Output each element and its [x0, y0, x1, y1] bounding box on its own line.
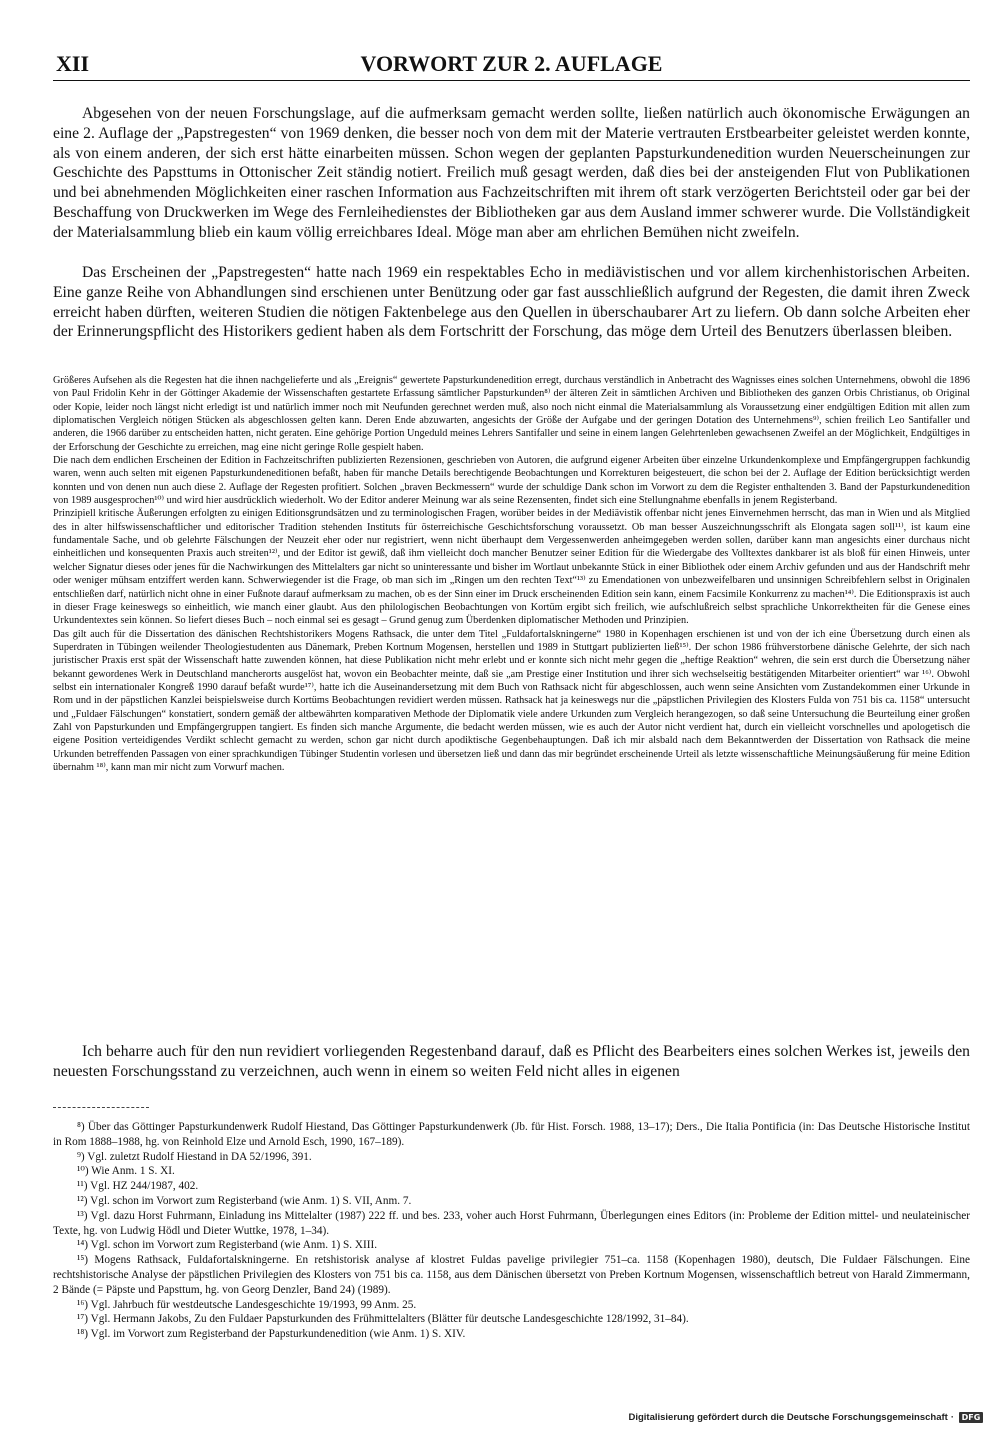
footnote: ¹²) Vgl. schon im Vorwort zum Registerband (wie Anm. 1) S. VII, Anm. 7.	[77, 1194, 412, 1207]
dfg-logo-icon: DFG	[959, 1412, 983, 1423]
page-number: XII	[56, 51, 90, 76]
footnote: ⁸) Über das Göttinger Papsturkundenwerk Rudolf Hiestand, Das Göttinger Papsturkundenwerk (Jb. für Hist. Forsch. 1988, 13–17); Ders., Die Italia Pontificia (in: Das Deutsche Historische Institut in Rom 1888–1988, hg. von Reinhold Elze und Arnold Esch, 1990, 167–189).	[53, 1121, 970, 1148]
footnote: ¹⁵) Mogens Rathsack, Fuldafortalskningerne. En retshistorisk analyse af klostret Fuldas pavelige privilegier 751–ca. 1158 (Kopenhagen 1980), deutsch, Die Fuldaer Fälschungen. Eine rechtshistorische Analyse der päpstlichen Privilegien des Klosters von 751 bis ca. 1158, aus dem Dänischen übersetzt von Preben Kortnum Mogensen, wissenschaftlich betreut von Harald Zimmermann, 2 Bände (= Päpste und Papsttum, hg. von Georg Denzler, Band 24) (1989).	[53, 1254, 970, 1296]
digitization-credit: Digitalisierung gefördert durch die Deutsche Forschungsgemeinschaft · DFG	[628, 1410, 983, 1426]
running-head	[53, 50, 970, 81]
body-paragraph: Abgesehen von der neuen Forschungslage, auf die aufmerksam gemacht werden sollte, ließen natürlich auch ökonomische Erwägungen an eine 2. Auflage der „Papstregesten“ von 1969 denken, die besser noch von dem mit der Materie vertrauten Erstbearbeiter geleistet werden konnte, als von einem anderen, der sich erst hätte einarbeiten müssen. Schon wegen der geplanten Papsturkundenedition wurden Neuerscheinungen zur Geschichte des Papsttums in Ottonischer Zeit ständig notiert. Freilich muß gesagt werden, daß dies bei der ansteigenden Flut von Publikationen und bei abnehmenden Möglichkeiten einer raschen Information aus Fachzeitschriften mit ihrem oft stark verzögerten Berichtsteil oder gar bei der Beschaffung von Druckwerken im Wege des Fernleihedienstes der Bibliotheken gar aus dem Ausland immer schwerer wurde. Die Vollständigkeit der Materialsammlung blieb ein kaum völlig erreichbares Ideal. Möge man aber am ehrlichen Bemühen nicht zweifeln.	[53, 105, 970, 241]
footnote: ¹⁴) Vgl. schon im Vorwort zum Registerband (wie Anm. 1) S. XIII.	[77, 1239, 378, 1252]
footnotes	[53, 1120, 970, 1342]
footnote-separator	[53, 1107, 149, 1108]
small-print-paragraph: Die nach dem endlichen Erscheinen der Edition in Fachzeitschriften publizierten Rezensionen, geschrieben von Autoren, die aufgrund eigener Arbeiten über einzelne Urkundenkomplexe und Empfängergruppen fachkundig waren, wenn auch selten mit eigenen Papsturkundeneditionen befaßt, haben für manche Details berechtigende Beobachtungen und Korrekturen beigesteuert, die schon bei der 2. Auflage der Edition berücksichtigt werden konnten und von denen nun auch diese 2. Auflage der Regesten profitiert. Solchen „braven Beckmessern“ wurde der schuldige Dank schon im Vorwort zu dem die Register enthaltenden 3. Band der Papsturkundenedition von 1989 ausgesprochen¹⁰⁾ und wird hier ausdrücklich wiederholt. Wo der Editor anderer Meinung war als seine Rezensenten, findet sich eine Stellungnahme ebenfalls in jenem Registerband.	[53, 455, 970, 507]
body-paragraph: Das Erscheinen der „Papstregesten“ hatte nach 1969 ein respektables Echo in mediävistischen und vor allem kirchenhistorischen Arbeiten. Eine ganze Reihe von Abhandlungen sind erschienen unter Benützung oder gar fast ausschließlich aufgrund der Regesten, die damit ihren Zweck erreicht haben dürften, weiteren Studien die nötigen Faktenbelege aus den Quellen in überschaubarer Art zu liefern. Ob dann solche Arbeiten eher der Erinnerungspflicht des Historikers gedient haben als dem Fortschritt der Forschung, das möge dem Urteil des Benutzers überlassen bleiben.	[53, 264, 970, 341]
small-print-block	[53, 374, 970, 774]
body-paragraph: Ich beharre auch für den nun revidiert vorliegenden Regestenband darauf, daß es Pflicht des Bearbeiters eines solchen Werkes ist, jeweils den neuesten Forschungsstand zu verzeichnen, auch wenn in einem so weiten Feld nicht alles in eigenen	[53, 1043, 970, 1080]
footnote: ¹⁶) Vgl. Jahrbuch für westdeutsche Landesgeschichte 19/1993, 99 Anm. 25.	[77, 1298, 417, 1311]
digitization-text: Digitalisierung gefördert durch die Deutsche Forschungsgemeinschaft	[628, 1412, 948, 1423]
footnote: ¹⁸) Vgl. im Vorwort zum Registerband der Papsturkundenedition (wie Anm. 1) S. XIV.	[77, 1328, 466, 1341]
footnote: ¹⁰) Wie Anm. 1 S. XI.	[77, 1165, 175, 1178]
chapter-title: VORWORT ZUR 2. AUFLAGE	[360, 51, 663, 76]
footnote: ¹³) Vgl. dazu Horst Fuhrmann, Einladung ins Mittelalter (1987) 222 ff. und bes. 233, voher auch Horst Fuhrmann, Überlegungen eines Editors (in: Probleme der Edition mittel- und neulateinischer Texte, hg. von Ludwig Hödl und Dieter Wuttke, 1978, 1–34).	[53, 1209, 970, 1237]
small-print-paragraph: Prinzipiell kritische Äußerungen erfolgten zu einigen Editionsgrundsätzen und zu terminologischen Fragen, worüber beides in der Mediävistik offenbar nicht jenes Einvernehmen herrscht, das man in Wien und als Mitglied des in alter hilfswissenschaftlicher und editorischer Tradition stehenden Instituts für österreichische Geschichtsforschung voraussetzt. Ob man besser Auszeichnungsschrift als Elongata sagen soll¹¹⁾, ist kaum eine fundamentale Sache, und ob gelehrte Fälschungen der Neuzeit eher oder nur registriert, wenn nicht überhaupt dem Vergessenwerden anheimgegeben werden sollen, darüber kann man angesichts einer durchaus nicht einheitlichen und konsequenten Praxis auch streiten¹²⁾, und der Editor ist gewiß, daß ihm vielleicht doch mancher Benutzer seiner Edition für die Wiedergabe des Volltextes dankbarer ist als bloß für einen Hinweis, unter welcher Signatur dieses oder jenes für die Nachwirkungen des Mittelalters gar nicht so uninteressante und bisher im Wortlaut unbekannte Stück in einer Bibliothek oder einem Archiv gefunden und aus der Handschrift mehr oder weniger mühsam entziffert werden kann. Schwerwiegender ist die Frage, ob man sich im „Ringen um den rechten Text“¹³⁾ zu Emendationen von unbezweifelbaren und unsinnigen Schreibfehlern selbst in Originalen entschließen darf, natürlich nicht ohne in einer Fußnote darauf aufmerksam zu machen, ob es der Sinn einer im Druck erscheinenden Edition sein kann, einem Facsimile Konkurrenz zu machen¹⁴⁾. Die Editionspraxis ist auch in dieser Frage keineswegs so einheitlich, wie manch einer glaubt. Aus den philologischen Beobachtungen von Kortüm ergibt sich freilich, wie aufschlußreich selbst sprachliche Unkorrektheiten für die Genese eines Urkundentextes sein können. So liefert dieses Buch – noch einmal sei es gesagt – Grund genug zum Überdenken diplomatischer Methoden und Prinzipien.	[53, 508, 970, 627]
small-print-paragraph: Größeres Aufsehen als die Regesten hat die ihnen nachgelieferte und als „Ereignis“ gewertete Papsturkundenedition erregt, durchaus verständlich in Anbetracht des Wagnisses eines solchen Unternehmens, obwohl die 1896 von Paul Fridolin Kehr in der Göttinger Akademie der Wissenschaften gestartete Erfassung sämtlicher Papsturkunden⁸⁾ der älteren Zeit in sämtlichen Archiven und Bibliotheken des ganzen Orbis Christianus, ob Original oder Kopie, leider noch längst nicht erledigt ist und natürlich immer noch mit Neufunden gerechnet werden muß, also noch nicht einmal die Materialsammlung als Voraussetzung einer endgültigen Edition mit allen zum diplomatischen Vergleich nötigen Stücken als abgeschlossen gelten kann. Deren Ende abzuwarten, angesichts der Größe der Aufgabe und der geringen Dotation des Unternehmens⁹⁾, schien freilich Leo Santifaller und anderen, die 1966 darüber zu entscheiden hatten, nicht geraten. Eine gehörige Portion Ungeduld meines Lehrers Santifaller und seine in einem langen Gelehrtenleben gewachsenen Zweifel an der Möglichkeit, Endgültiges in der Erforschung der Geschichte zu erreichen, mag eine nicht geringe Rolle gespielt haben.	[53, 375, 970, 453]
small-print-paragraph: Das gilt auch für die Dissertation des dänischen Rechtshistorikers Mogens Rathsack, die unter dem Titel „Fuldafortalskningerne“ 1980 in Kopenhagen erschienen ist und von der ich eine Übersetzung durch einen als Superdraten in Tübingen weilender Theologiestudenten aus Dänemark, Preben Kortnum Mogensen, herstellen und 1989 in Stuttgart publizierten ließ¹⁵⁾. Der schon 1986 frühverstorbene dänische Gelehrte, der sich nach juristischer Praxis erst spät der Wissenschaft hatte zuwenden können, hat diese Publikation nicht mehr erlebt und er konnte sich nicht mehr gegen die „heftige Reaktion“ wehren, die sein erst durch die Übersetzung näher bekannt gewordenes Werk in Deutschland mancherorts ausgelöst hat, wovon ein Beobachter meinte, daß sie „am Prestige einer Institution und ihrer sich wechselseitig bestätigenden Mitarbeiter orientiert“ war ¹⁶⁾. Obwohl selbst ein internationaler Kongreß 1990 darauf befaßt wurde¹⁷⁾, hatte ich die Auseinandersetzung mit dem Buch von Rathsack nicht für abgeschlossen, auch wenn seine Ansichten vom Zustandekommen einer Urkunde in Rom und in der päpstlichen Kanzlei beispielsweise durch Kortüms Beobachtungen revidiert werden müssen. Rathsack hat ja keineswegs nur die „päpstlichen Privilegien des Klosters Fulda von 751 bis ca. 1158“ untersucht und „Fuldaer Fälschungen“ konstatiert, sondern gemäß der altbewährten komparativen Methode der Diplomatik viele andere Urkunden zum Vergleich herangezogen, so daß seine Untersuchung die Beurteilung einer großen Zahl von Papsturkunden und Empfängergruppen tangiert. Es finden sich manche Argumente, die bedacht werden müssen, wie es auch der Autor nicht verdient hat, durch ein vielleicht vorschnelles und apologetisch die eigene Position verteidigendes Verdikt schlecht gemacht zu werden, schon gar nicht durch apodiktische Gegenbehauptungen. Daß ich mir alsbald nach dem Bekanntwerden der Dissertation von Rathsack die meine Urkunden betreffenden Passagen von einer sprachkundigen Tübinger Studentin vorlesen und übersetzen ließ und dann das mir begründet erscheinende Urteil als letzte wissenschaftliche Meinungsäußerung für meine Edition übernahm ¹⁸⁾, kann man mir nicht zum Vorwurf machen.	[53, 628, 970, 773]
footnote: ¹¹) Vgl. HZ 244/1987, 402.	[77, 1180, 199, 1193]
footnote: ¹⁷) Vgl. Hermann Jakobs, Zu den Fuldaer Papsturkunden des Frühmittelalters (Blätter für deutsche Landesgeschichte 128/1992, 31–84).	[77, 1313, 689, 1326]
footnote: ⁹) Vgl. zuletzt Rudolf Hiestand in DA 52/1996, 391.	[77, 1150, 312, 1163]
